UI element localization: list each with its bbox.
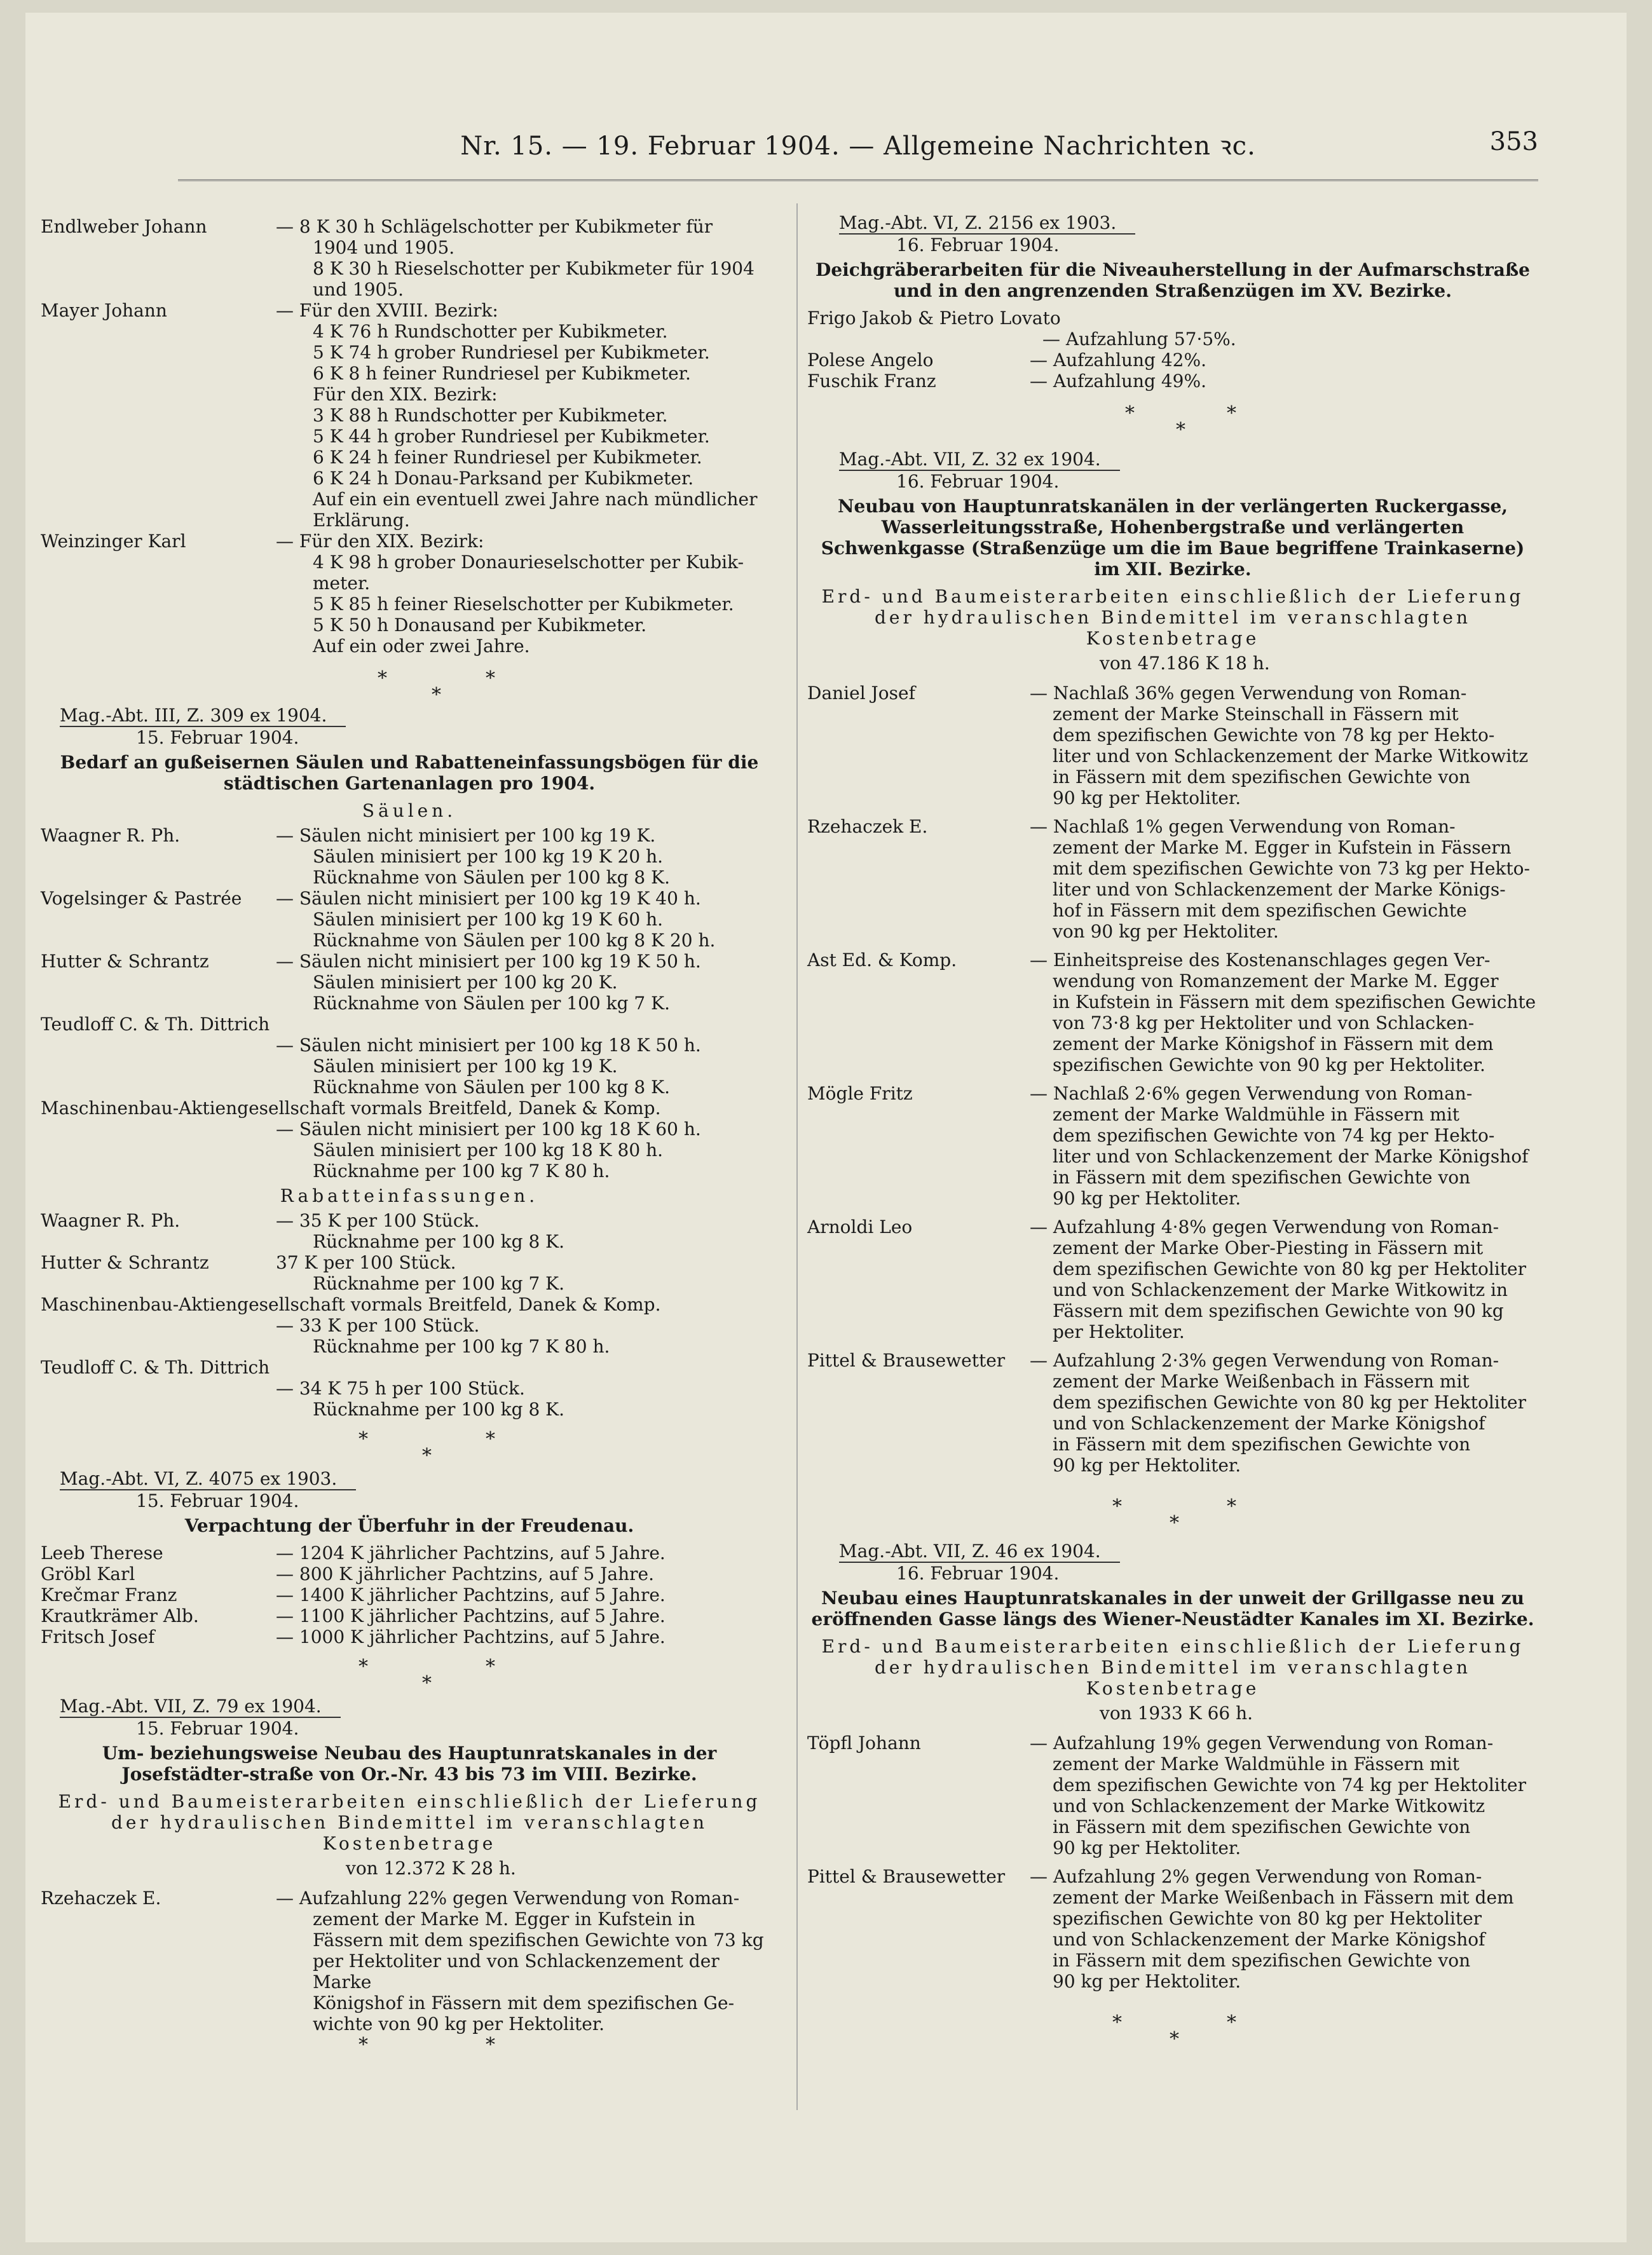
entry-body: — Aufzahlung 57·5%.	[1042, 329, 1236, 350]
entry-name: Polese Angelo	[807, 350, 934, 371]
section-description: Erd- und Baumeisterarbeiten einschließlich der Lieferung der hydraulischen Bindemittel im veranschlagten Kostenbetrage	[821, 586, 1524, 649]
entry-line: zement der Marke Ober-Piesting in Fässern mit	[1053, 1237, 1484, 1258]
entry-name: Waagner R. Ph.	[41, 825, 181, 846]
entry-name: Krečmar Franz	[41, 1584, 177, 1605]
entry-line: — 1100 K jährlicher Pachtzins, auf 5 Jahre.	[276, 1605, 666, 1626]
entry-body	[1030, 950, 1538, 1075]
entry-line: 8 K 30 h Rieselschotter per Kubikmeter für 1904	[313, 258, 754, 279]
entry-line: zement der Marke Weißenbach in Fässern mit	[1053, 1371, 1470, 1392]
entry	[41, 888, 778, 951]
entry-body	[276, 300, 778, 531]
subheading-rabatt: Rabatteinfassungen.	[280, 1185, 539, 1206]
entry-line: 6 K 24 h feiner Rundriesel per Kubikmeter.	[313, 447, 702, 468]
section-amount: von 1933 K 66 h.	[1100, 1703, 1253, 1724]
entry-line: zement der Marke M. Egger in Kufstein in Fässern	[1053, 837, 1512, 858]
entry-line: in Fässern mit dem spezifischen Gewichte von	[1053, 1434, 1471, 1455]
entry-body	[1030, 816, 1538, 942]
entry-body	[276, 1252, 778, 1294]
entry-body	[1030, 371, 1538, 392]
entry-line: Rücknahme von Säulen per 100 kg 8 K.	[313, 1077, 670, 1098]
entry-long	[41, 1357, 778, 1420]
entries-pacht	[41, 1543, 778, 1647]
entry-name: Rzehaczek E.	[807, 816, 928, 837]
section-date: 16. Februar 1904.	[896, 1563, 1060, 1584]
entry-line: per Hektoliter und von Schlackenzement der Marke	[313, 1951, 720, 1993]
entry-body	[1030, 683, 1538, 808]
entry	[41, 1564, 778, 1584]
header-rule	[178, 179, 1538, 181]
entry-line: in Fässern mit dem spezifischen Gewichte von	[1053, 1950, 1471, 1971]
entry	[807, 1216, 1538, 1342]
entry-line: Königshof in Fässern mit dem spezifischen Ge-	[313, 1993, 735, 2013]
section-reference: Mag.-Abt. VII, Z. 46 ex 1904.	[839, 1541, 1120, 1563]
entry-line: in Fässern mit dem spezifischen Gewichte von	[1053, 1816, 1471, 1837]
asterism: * * *	[1125, 402, 1236, 441]
entry-line: hof in Fässern mit dem spezifischen Gewichte	[1053, 900, 1467, 921]
section-reference: Mag.-Abt. VII, Z. 79 ex 1904.	[60, 1696, 341, 1718]
entry-line: Erklärung.	[313, 510, 410, 531]
entry	[41, 1888, 778, 2034]
entry-body	[276, 951, 778, 1014]
entry-line: 5 K 85 h feiner Rieselschotter per Kubikmeter.	[313, 594, 734, 615]
entry-line: Säulen minisiert per 100 kg 18 K 80 h.	[313, 1140, 664, 1161]
entry-name: Ast Ed. & Komp.	[807, 950, 957, 971]
entry-line: 1904 und 1905.	[313, 237, 455, 258]
entry-line: — Säulen nicht minisiert per 100 kg 19 K.	[276, 825, 656, 846]
entry	[807, 683, 1538, 808]
entry-name: Vogelsinger & Pastrée	[41, 888, 242, 909]
entry-body	[276, 1564, 778, 1584]
entry-line: mit dem spezifischen Gewichte von 73 kg per Hekto-	[1053, 858, 1530, 879]
entry-line: — Aufzahlung 22% gegen Verwendung von Roman-	[276, 1888, 740, 1909]
entry-body	[1030, 350, 1538, 371]
entry-line: in Fässern mit dem spezifischen Gewichte von	[1053, 1167, 1471, 1188]
entry	[807, 1350, 1538, 1476]
entry-line: 90 kg per Hektoliter.	[1053, 1837, 1241, 1858]
entry	[41, 531, 778, 657]
entry	[41, 216, 778, 300]
entry-line: — Nachlaß 36% gegen Verwendung von Roman-	[1030, 683, 1467, 704]
entry-line: liter und von Schlackenzement der Marke Königs-	[1053, 879, 1506, 900]
entry-name: Waagner R. Ph.	[41, 1210, 181, 1231]
section-date: 16. Februar 1904.	[896, 471, 1060, 492]
entry-body	[276, 1543, 778, 1564]
entry-line: — 1400 K jährlicher Pachtzins, auf 5 Jahre.	[276, 1584, 666, 1605]
entry-name: Mayer Johann	[41, 300, 167, 321]
entry-line: — Säulen nicht minisiert per 100 kg 19 K 40 h.	[276, 888, 701, 909]
entries-deich	[807, 350, 1538, 392]
entry	[807, 950, 1538, 1075]
entry-line: 37 K per 100 Stück.	[276, 1252, 456, 1273]
entry-line: 4 K 98 h grober Donaurieselschotter per Kubik-	[313, 552, 744, 573]
entry-line: per Hektoliter.	[1053, 1321, 1185, 1342]
entry-line: und von Schlackenzement der Marke Witkowitz in	[1053, 1279, 1508, 1300]
entry-line: Rücknahme per 100 kg 8 K.	[313, 1399, 564, 1420]
column-divider	[796, 203, 798, 2110]
entry-line: zement der Marke Weißenbach in Fässern mit dem	[1053, 1887, 1514, 1908]
entries-sec4	[41, 1888, 778, 2034]
entry-line: — Aufzahlung 2% gegen Verwendung von Roman-	[1030, 1866, 1482, 1887]
entry-line: dem spezifischen Gewichte von 74 kg per Hekto-	[1053, 1125, 1495, 1146]
section-reference: Mag.-Abt. VI, Z. 4075 ex 1903.	[60, 1468, 356, 1490]
entry-line: in Kufstein in Fässern mit dem spezifischen Gewichte	[1053, 991, 1536, 1012]
entry-line: — Einheitspreise des Kostenanschlages gegen Ver-	[1030, 950, 1491, 971]
entry-body	[1030, 1216, 1538, 1342]
entry-line: Fässern mit dem spezifischen Gewichte von 73 kg	[313, 1930, 764, 1951]
asterism: * * *	[378, 667, 495, 706]
entry-long	[41, 1014, 778, 1098]
entry-line: spezifischen Gewichte von 80 kg per Hektoliter	[1053, 1908, 1482, 1929]
entry-name: Mögle Fritz	[807, 1083, 913, 1104]
entry-line: 90 kg per Hektoliter.	[1053, 1971, 1241, 1992]
entry-line: — Säulen nicht minisiert per 100 kg 18 K 60 h.	[276, 1119, 701, 1140]
entry-name: Gröbl Karl	[41, 1564, 135, 1584]
entry-line: und von Schlackenzement der Marke Königshof	[1053, 1413, 1485, 1434]
entry-line: 4 K 76 h Rundschotter per Kubikmeter.	[313, 321, 668, 342]
entry-line: — Für den XVIII. Bezirk:	[276, 300, 498, 321]
entry	[807, 1733, 1538, 1858]
entry-line: dem spezifischen Gewichte von 78 kg per Hekto-	[1053, 725, 1495, 746]
asterism: * * *	[358, 1656, 495, 1694]
entry-line: — Aufzahlung 49%.	[1030, 371, 1206, 392]
entry-line: 90 kg per Hektoliter.	[1053, 1188, 1241, 1209]
entry-line: — Nachlaß 1% gegen Verwendung von Roman-	[1030, 816, 1456, 837]
entry-line: Rücknahme per 100 kg 7 K.	[313, 1273, 564, 1294]
entry-name: Maschinenbau-Aktiengesellschaft vormals Breitfeld, Danek & Komp.	[41, 1098, 661, 1119]
entry-line: — 1204 K jährlicher Pachtzins, auf 5 Jahre.	[276, 1543, 666, 1564]
header-title: Nr. 15. — 19. Februar 1904. — Allgemeine Nachrichten ꝛc.	[460, 132, 1256, 161]
entry-body	[1030, 1733, 1538, 1858]
section-heading: Neubau von Hauptunratskanälen in der verlängerten Ruckergasse, Wasserleitungsstraße, Hohenbergstraße und verlängerten Schwenkgasse (Straßenzüge um die im Baue begriffene Trainkaserne) im XII. Bezirke.	[821, 496, 1525, 580]
entry-line: von 90 kg per Hektoliter.	[1053, 921, 1279, 942]
section-date: 15. Februar 1904.	[136, 1490, 299, 1511]
entry-line: Rücknahme von Säulen per 100 kg 8 K.	[313, 867, 670, 888]
entry-body	[276, 1888, 778, 2034]
entry-body	[276, 1626, 778, 1647]
section-reference: Mag.-Abt. VII, Z. 32 ex 1904.	[839, 449, 1120, 471]
section-heading: Neubau eines Hauptunratskanales in der unweit der Grillgasse neu zu eröffnenden Gasse längs des Wiener-Neustädter Kanales im XI. Bezirke.	[811, 1588, 1534, 1630]
entry-name: Endlweber Johann	[41, 216, 207, 237]
entry-line: Rücknahme von Säulen per 100 kg 8 K 20 h.	[313, 930, 716, 951]
entry-line: Säulen minisiert per 100 kg 19 K 20 h.	[313, 846, 664, 867]
entry-long	[41, 1098, 778, 1182]
entries-saeulen	[41, 825, 778, 1014]
entry-line: — 800 K jährlicher Pachtzins, auf 5 Jahre.	[276, 1564, 654, 1584]
entry-body	[276, 1605, 778, 1626]
entry	[41, 1626, 778, 1647]
entries-rabatt	[41, 1210, 778, 1294]
entry-line: Säulen minisiert per 100 kg 19 K 60 h.	[313, 909, 664, 930]
entry-name: Teudloff C. & Th. Dittrich	[41, 1357, 270, 1378]
entry	[41, 1543, 778, 1564]
entry-line: Rücknahme von Säulen per 100 kg 7 K.	[313, 993, 670, 1014]
entry-line: Rücknahme per 100 kg 7 K 80 h.	[313, 1336, 610, 1357]
entry	[41, 1252, 778, 1294]
entry-line: Säulen minisiert per 100 kg 20 K.	[313, 972, 618, 993]
entry-body	[276, 825, 778, 888]
entry-name: Weinzinger Karl	[41, 531, 186, 552]
entry-body	[276, 1378, 778, 1420]
entry-line: dem spezifischen Gewichte von 80 kg per Hektoliter	[1053, 1392, 1526, 1413]
entry-line: 90 kg per Hektoliter.	[1053, 1455, 1241, 1476]
section-date: 15. Februar 1904.	[136, 1718, 299, 1739]
section-amount: von 12.372 K 28 h.	[346, 1858, 516, 1879]
section-amount: von 47.186 K 18 h.	[1100, 653, 1270, 674]
running-header	[178, 127, 1538, 165]
entry-body	[276, 1119, 778, 1182]
section-heading: Verpachtung der Überfuhr in der Freudenau.	[184, 1515, 634, 1536]
entry-body	[1030, 1083, 1538, 1209]
entry-body	[276, 1210, 778, 1252]
left-column	[41, 216, 778, 2079]
entry-line: zement der Marke Waldmühle in Fässern mit	[1053, 1754, 1460, 1775]
entry-line: liter und von Schlackenzement der Marke Königshof	[1053, 1146, 1529, 1167]
entry-line: und von Schlackenzement der Marke Witkowitz	[1053, 1795, 1485, 1816]
entry	[41, 1584, 778, 1605]
entry-line: Rücknahme per 100 kg 7 K 80 h.	[313, 1161, 610, 1182]
entry	[41, 1210, 778, 1252]
section-description: Erd- und Baumeisterarbeiten einschließlich der Lieferung der hydraulischen Bindemittel im veranschlagten Kostenbetrage	[58, 1791, 761, 1854]
entry-body	[276, 888, 778, 951]
section-date: 16. Februar 1904.	[896, 235, 1060, 255]
entry-line: — Säulen nicht minisiert per 100 kg 19 K 50 h.	[276, 951, 701, 972]
subheading-saeulen: Säulen.	[362, 800, 457, 821]
section-heading: Bedarf an gußeisernen Säulen und Rabatteneinfassungsbögen für die städtischen Gartenanlagen pro 1904.	[60, 752, 759, 794]
entry	[807, 1083, 1538, 1209]
entry	[807, 308, 1538, 350]
entry-body	[1030, 1866, 1538, 1992]
entry-long	[41, 1294, 778, 1357]
entry-line: — Aufzahlung 42%.	[1030, 350, 1206, 371]
entry-line: 6 K 8 h feiner Rundriesel per Kubikmeter.	[313, 363, 691, 384]
entry-body	[276, 1315, 778, 1357]
entry-line: — 1000 K jährlicher Pachtzins, auf 5 Jahre.	[276, 1626, 666, 1647]
entry-line: — Für den XIX. Bezirk:	[276, 531, 484, 552]
entry-line: zement der Marke M. Egger in Kufstein in	[313, 1909, 695, 1930]
entry-line: dem spezifischen Gewichte von 80 kg per Hektoliter	[1053, 1258, 1526, 1279]
entry-body	[276, 1584, 778, 1605]
entry-line: — Nachlaß 2·6% gegen Verwendung von Roman-	[1030, 1083, 1473, 1104]
entry-line: dem spezifischen Gewichte von 74 kg per Hektoliter	[1053, 1775, 1526, 1795]
entry-name: Töpfl Johann	[807, 1733, 921, 1754]
entry-name: Fuschik Franz	[807, 371, 936, 392]
entry-name: Teudloff C. & Th. Dittrich	[41, 1014, 270, 1035]
entry-line: — Aufzahlung 19% gegen Verwendung von Roman-	[1030, 1733, 1494, 1754]
entry-line: von 73·8 kg per Hektoliter und von Schlacken-	[1053, 1012, 1475, 1033]
entry-line: Rücknahme per 100 kg 8 K.	[313, 1231, 564, 1252]
entry-name: Krautkrämer Alb.	[41, 1605, 199, 1626]
entry-line: 6 K 24 h Donau-Parksand per Kubikmeter.	[313, 468, 694, 489]
entry-name: Rzehaczek E.	[41, 1888, 161, 1909]
entry-line: wichte von 90 kg per Hektoliter.	[313, 2013, 605, 2034]
entry	[41, 1605, 778, 1626]
entry	[41, 825, 778, 888]
entry-line: — 34 K 75 h per 100 Stück.	[276, 1378, 525, 1399]
section-reference: Mag.-Abt. VI, Z. 2156 ex 1903.	[839, 212, 1135, 235]
entry-name: Pittel & Brausewetter	[807, 1350, 1006, 1371]
document-page	[25, 13, 1627, 2242]
entry	[807, 371, 1538, 392]
entry-name: Daniel Josef	[807, 683, 915, 704]
section-heading: Deichgräberarbeiten für die Niveauherstellung in der Aufmarschstraße und in den angrenzenden Straßenzügen im XV. Bezirke.	[816, 259, 1530, 301]
entry-line: — Säulen nicht minisiert per 100 kg 18 K 50 h.	[276, 1035, 701, 1056]
entry-body	[276, 1035, 778, 1098]
entry-body	[276, 216, 778, 300]
entry-line: 5 K 50 h Donausand per Kubikmeter.	[313, 615, 647, 636]
entry-line: Säulen minisiert per 100 kg 19 K.	[313, 1056, 618, 1077]
entry-line: liter und von Schlackenzement der Marke Witkowitz	[1053, 746, 1529, 766]
entry	[807, 350, 1538, 371]
entry-line: — 8 K 30 h Schlägelschotter per Kubikmeter für	[276, 216, 713, 237]
entry-line: — Aufzahlung 4·8% gegen Verwendung von Roman-	[1030, 1216, 1499, 1237]
asterism: * * *	[1112, 1495, 1236, 1534]
entry	[807, 1866, 1538, 1992]
section-reference: Mag.-Abt. III, Z. 309 ex 1904.	[60, 705, 346, 727]
entry-line: spezifischen Gewichte von 90 kg per Hektoliter.	[1053, 1054, 1485, 1075]
entry-name: Maschinenbau-Aktiengesellschaft vormals Breitfeld, Danek & Komp.	[41, 1294, 661, 1315]
entry-line: 5 K 44 h grober Rundriesel per Kubikmeter.	[313, 426, 710, 447]
entry	[807, 816, 1538, 942]
entry	[41, 951, 778, 1014]
entry-line: Fässern mit dem spezifischen Gewichte von 90 kg	[1053, 1300, 1504, 1321]
entry-line: — Aufzahlung 2·3% gegen Verwendung von Roman-	[1030, 1350, 1499, 1371]
entry-body	[1030, 1350, 1538, 1476]
entry-line: Für den XIX. Bezirk:	[313, 384, 498, 405]
asterism: * *	[358, 2034, 495, 2056]
entry-name: Hutter & Schrantz	[41, 1252, 209, 1273]
entry-line: — 33 K per 100 Stück.	[276, 1315, 480, 1336]
entry-line: Auf ein ein eventuell zwei Jahre nach mündlicher	[313, 489, 758, 510]
entry	[41, 300, 778, 531]
entry-name: Pittel & Brausewetter	[807, 1866, 1006, 1887]
entry-line: wendung von Romanzement der Marke M. Egger	[1053, 971, 1499, 991]
entries-sec-r3	[807, 1733, 1538, 1992]
section-heading: Um- beziehungsweise Neubau des Hauptunratskanales in der Josefstädter-straße von Or.-Nr. 43 bis 73 im VIII. Bezirke.	[102, 1743, 717, 1785]
section-date: 15. Februar 1904.	[136, 727, 299, 748]
entry-line: Auf ein oder zwei Jahre.	[313, 636, 530, 657]
entry-line: und 1905.	[313, 279, 404, 300]
asterism: * * *	[358, 1428, 495, 1467]
entry-line: 5 K 74 h grober Rundriesel per Kubikmeter.	[313, 342, 710, 363]
entry-name: Fritsch Josef	[41, 1626, 155, 1647]
entry-line: zement der Marke Waldmühle in Fässern mit	[1053, 1104, 1460, 1125]
entry-line: und von Schlackenzement der Marke Königshof	[1053, 1929, 1485, 1950]
entry-name: Hutter & Schrantz	[41, 951, 209, 972]
page-number: 353	[1489, 127, 1538, 156]
entry-line: 90 kg per Hektoliter.	[1053, 787, 1241, 808]
entries-a	[41, 216, 778, 657]
right-column	[807, 212, 1538, 2050]
entry-line: zement der Marke Steinschall in Fässern mit	[1053, 704, 1459, 725]
entry-line: zement der Marke Königshof in Fässern mit dem	[1053, 1033, 1494, 1054]
entry-name: Frigo Jakob & Pietro Lovato	[807, 308, 1061, 329]
entry-line: in Fässern mit dem spezifischen Gewichte von	[1053, 766, 1471, 787]
entry-name: Leeb Therese	[41, 1543, 163, 1564]
entry-line: meter.	[313, 573, 371, 594]
entry-name: Arnoldi Leo	[807, 1216, 913, 1237]
entry-line: 3 K 88 h Rundschotter per Kubikmeter.	[313, 405, 668, 426]
asterism: * * *	[1112, 2012, 1236, 2050]
section-description: Erd- und Baumeisterarbeiten einschließlich der Lieferung der hydraulischen Bindemittel im veranschlagten Kostenbetrage	[821, 1636, 1524, 1699]
entry-body	[276, 531, 778, 657]
entries-sec-r2	[807, 683, 1538, 1476]
entry-line: — 35 K per 100 Stück.	[276, 1210, 480, 1231]
